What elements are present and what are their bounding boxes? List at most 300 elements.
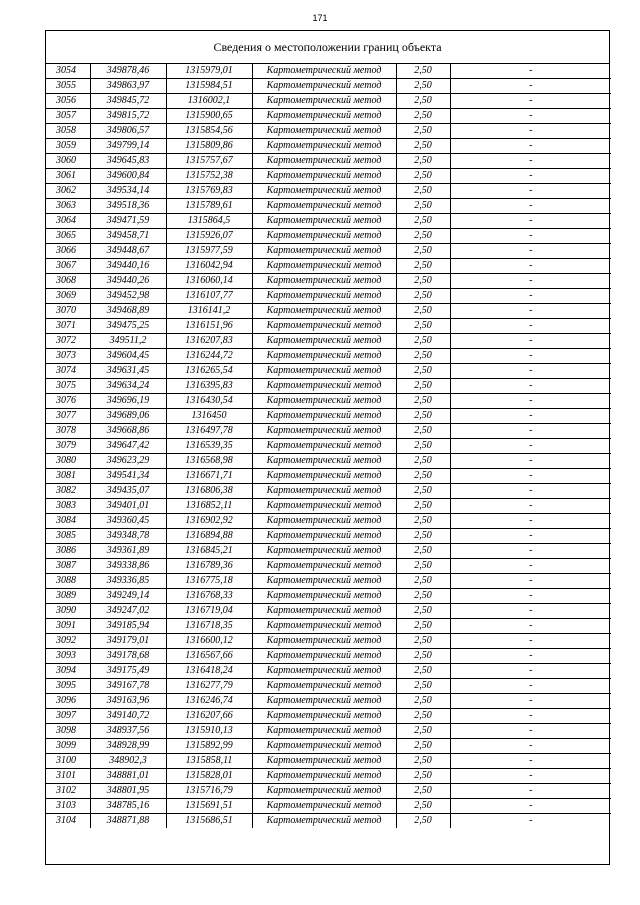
point-number-cell: 3068	[46, 274, 90, 289]
description-cell: -	[450, 559, 611, 574]
accuracy-cell: 2,50	[396, 94, 450, 109]
point-number-cell: 3077	[46, 409, 90, 424]
point-number-cell: 3094	[46, 664, 90, 679]
method-cell: Картометрический метод	[252, 514, 396, 529]
y-coordinate-cell: 1315984,51	[166, 79, 252, 94]
description-cell: -	[450, 769, 611, 784]
y-coordinate-cell: 1315752,38	[166, 169, 252, 184]
accuracy-cell: 2,50	[396, 124, 450, 139]
method-cell: Картометрический метод	[252, 409, 396, 424]
table-row	[46, 679, 611, 694]
y-coordinate-cell: 1316719,04	[166, 604, 252, 619]
table-row	[46, 754, 611, 769]
x-coordinate-cell: 348881,01	[90, 769, 166, 784]
description-cell: -	[450, 604, 611, 619]
point-number-cell: 3088	[46, 574, 90, 589]
method-cell: Картометрический метод	[252, 484, 396, 499]
table-row	[46, 799, 611, 814]
table-row	[46, 259, 611, 274]
table-row	[46, 559, 611, 574]
point-number-cell: 3090	[46, 604, 90, 619]
method-cell: Картометрический метод	[252, 124, 396, 139]
accuracy-cell: 2,50	[396, 64, 450, 79]
table-row	[46, 619, 611, 634]
x-coordinate-cell: 349167,78	[90, 679, 166, 694]
x-coordinate-cell: 349401,01	[90, 499, 166, 514]
point-number-cell: 3089	[46, 589, 90, 604]
x-coordinate-cell: 349440,16	[90, 259, 166, 274]
y-coordinate-cell: 1316671,71	[166, 469, 252, 484]
table-row	[46, 349, 611, 364]
x-coordinate-cell: 349179,01	[90, 634, 166, 649]
x-coordinate-cell: 349799,14	[90, 139, 166, 154]
x-coordinate-cell: 349471,59	[90, 214, 166, 229]
table-row	[46, 544, 611, 559]
method-cell: Картометрический метод	[252, 589, 396, 604]
description-cell: -	[450, 679, 611, 694]
y-coordinate-cell: 1315858,11	[166, 754, 252, 769]
y-coordinate-cell: 1316277,79	[166, 679, 252, 694]
accuracy-cell: 2,50	[396, 784, 450, 799]
description-cell: -	[450, 334, 611, 349]
description-cell: -	[450, 514, 611, 529]
accuracy-cell: 2,50	[396, 154, 450, 169]
method-cell: Картометрический метод	[252, 64, 396, 79]
x-coordinate-cell: 349645,83	[90, 154, 166, 169]
table-row	[46, 124, 611, 139]
point-number-cell: 3064	[46, 214, 90, 229]
accuracy-cell: 2,50	[396, 514, 450, 529]
y-coordinate-cell: 1316567,66	[166, 649, 252, 664]
method-cell: Картометрический метод	[252, 259, 396, 274]
method-cell: Картометрический метод	[252, 469, 396, 484]
table-row	[46, 604, 611, 619]
description-cell: -	[450, 634, 611, 649]
description-cell: -	[450, 79, 611, 94]
x-coordinate-cell: 349348,78	[90, 529, 166, 544]
page-number: 171	[312, 13, 328, 23]
table-row	[46, 154, 611, 169]
x-coordinate-cell: 349623,29	[90, 454, 166, 469]
method-cell: Картометрический метод	[252, 619, 396, 634]
x-coordinate-cell: 348871,88	[90, 814, 166, 829]
y-coordinate-cell: 1316107,77	[166, 289, 252, 304]
table-row	[46, 724, 611, 739]
accuracy-cell: 2,50	[396, 634, 450, 649]
accuracy-cell: 2,50	[396, 574, 450, 589]
description-cell: -	[450, 664, 611, 679]
table-row	[46, 169, 611, 184]
point-number-cell: 3102	[46, 784, 90, 799]
point-number-cell: 3055	[46, 79, 90, 94]
method-cell: Картометрический метод	[252, 784, 396, 799]
x-coordinate-cell: 349647,42	[90, 439, 166, 454]
method-cell: Картометрический метод	[252, 169, 396, 184]
accuracy-cell: 2,50	[396, 469, 450, 484]
description-cell: -	[450, 589, 611, 604]
point-number-cell: 3069	[46, 289, 90, 304]
x-coordinate-cell: 349163,96	[90, 694, 166, 709]
x-coordinate-cell: 349689,06	[90, 409, 166, 424]
table-row	[46, 814, 611, 829]
description-cell: -	[450, 574, 611, 589]
description-cell: -	[450, 319, 611, 334]
method-cell: Картометрический метод	[252, 754, 396, 769]
x-coordinate-cell: 349518,36	[90, 199, 166, 214]
x-coordinate-cell: 349360,45	[90, 514, 166, 529]
x-coordinate-cell: 349435,07	[90, 484, 166, 499]
table-row	[46, 574, 611, 589]
point-number-cell: 3056	[46, 94, 90, 109]
table-row	[46, 454, 611, 469]
method-cell: Картометрический метод	[252, 94, 396, 109]
description-cell: -	[450, 199, 611, 214]
method-cell: Картометрический метод	[252, 694, 396, 709]
table-row	[46, 274, 611, 289]
point-number-cell: 3072	[46, 334, 90, 349]
description-cell: -	[450, 724, 611, 739]
description-cell: -	[450, 529, 611, 544]
x-coordinate-cell: 349247,02	[90, 604, 166, 619]
point-number-cell: 3058	[46, 124, 90, 139]
table-row	[46, 709, 611, 724]
y-coordinate-cell: 1316894,88	[166, 529, 252, 544]
accuracy-cell: 2,50	[396, 664, 450, 679]
method-cell: Картометрический метод	[252, 709, 396, 724]
coordinates-sheet	[45, 30, 610, 865]
method-cell: Картометрический метод	[252, 814, 396, 829]
y-coordinate-cell: 1315854,56	[166, 124, 252, 139]
point-number-cell: 3076	[46, 394, 90, 409]
y-coordinate-cell: 1316845,21	[166, 544, 252, 559]
method-cell: Картометрический метод	[252, 109, 396, 124]
x-coordinate-cell: 349440,26	[90, 274, 166, 289]
method-cell: Картометрический метод	[252, 559, 396, 574]
x-coordinate-cell: 349806,57	[90, 124, 166, 139]
point-number-cell: 3074	[46, 364, 90, 379]
table-row	[46, 214, 611, 229]
accuracy-cell: 2,50	[396, 799, 450, 814]
description-cell: -	[450, 379, 611, 394]
point-number-cell: 3096	[46, 694, 90, 709]
x-coordinate-cell: 349185,94	[90, 619, 166, 634]
method-cell: Картометрический метод	[252, 634, 396, 649]
point-number-cell: 3103	[46, 799, 90, 814]
point-number-cell: 3080	[46, 454, 90, 469]
description-cell: -	[450, 184, 611, 199]
y-coordinate-cell: 1316418,24	[166, 664, 252, 679]
method-cell: Картометрический метод	[252, 679, 396, 694]
y-coordinate-cell: 1315769,83	[166, 184, 252, 199]
accuracy-cell: 2,50	[396, 379, 450, 394]
table-row	[46, 784, 611, 799]
accuracy-cell: 2,50	[396, 349, 450, 364]
point-number-cell: 3061	[46, 169, 90, 184]
y-coordinate-cell: 1315892,99	[166, 739, 252, 754]
description-cell: -	[450, 439, 611, 454]
x-coordinate-cell: 349178,68	[90, 649, 166, 664]
table-row	[46, 424, 611, 439]
table-row	[46, 664, 611, 679]
table-body	[46, 64, 611, 828]
x-coordinate-cell: 349534,14	[90, 184, 166, 199]
description-cell: -	[450, 454, 611, 469]
table-row	[46, 79, 611, 94]
table-row	[46, 139, 611, 154]
accuracy-cell: 2,50	[396, 739, 450, 754]
point-number-cell: 3086	[46, 544, 90, 559]
table-row	[46, 739, 611, 754]
description-cell: -	[450, 484, 611, 499]
description-cell: -	[450, 274, 611, 289]
y-coordinate-cell: 1315789,61	[166, 199, 252, 214]
method-cell: Картометрический метод	[252, 364, 396, 379]
method-cell: Картометрический метод	[252, 454, 396, 469]
description-cell: -	[450, 424, 611, 439]
x-coordinate-cell: 349634,24	[90, 379, 166, 394]
y-coordinate-cell: 1315900,65	[166, 109, 252, 124]
point-number-cell: 3071	[46, 319, 90, 334]
method-cell: Картометрический метод	[252, 334, 396, 349]
table-row	[46, 439, 611, 454]
accuracy-cell: 2,50	[396, 649, 450, 664]
description-cell: -	[450, 244, 611, 259]
y-coordinate-cell: 1316141,2	[166, 304, 252, 319]
method-cell: Картометрический метод	[252, 289, 396, 304]
y-coordinate-cell: 1315926,07	[166, 229, 252, 244]
description-cell: -	[450, 409, 611, 424]
table-row	[46, 514, 611, 529]
accuracy-cell: 2,50	[396, 274, 450, 289]
description-cell: -	[450, 694, 611, 709]
y-coordinate-cell: 1316002,1	[166, 94, 252, 109]
x-coordinate-cell: 348937,56	[90, 724, 166, 739]
method-cell: Картометрический метод	[252, 349, 396, 364]
y-coordinate-cell: 1316852,11	[166, 499, 252, 514]
accuracy-cell: 2,50	[396, 529, 450, 544]
description-cell: -	[450, 289, 611, 304]
table-row	[46, 109, 611, 124]
y-coordinate-cell: 1316207,66	[166, 709, 252, 724]
y-coordinate-cell: 1315716,79	[166, 784, 252, 799]
table-row	[46, 319, 611, 334]
accuracy-cell: 2,50	[396, 304, 450, 319]
description-cell: -	[450, 124, 611, 139]
x-coordinate-cell: 349475,25	[90, 319, 166, 334]
y-coordinate-cell: 1316497,78	[166, 424, 252, 439]
y-coordinate-cell: 1316775,18	[166, 574, 252, 589]
description-cell: -	[450, 619, 611, 634]
table-row	[46, 529, 611, 544]
x-coordinate-cell: 349468,89	[90, 304, 166, 319]
x-coordinate-cell: 349815,72	[90, 109, 166, 124]
point-number-cell: 3067	[46, 259, 90, 274]
accuracy-cell: 2,50	[396, 259, 450, 274]
description-cell: -	[450, 469, 611, 484]
table-row	[46, 499, 611, 514]
method-cell: Картометрический метод	[252, 769, 396, 784]
method-cell: Картометрический метод	[252, 799, 396, 814]
point-number-cell: 3059	[46, 139, 90, 154]
method-cell: Картометрический метод	[252, 574, 396, 589]
description-cell: -	[450, 349, 611, 364]
table-row	[46, 394, 611, 409]
y-coordinate-cell: 1316060,14	[166, 274, 252, 289]
description-cell: -	[450, 169, 611, 184]
table-row	[46, 334, 611, 349]
table-row	[46, 634, 611, 649]
point-number-cell: 3062	[46, 184, 90, 199]
point-number-cell: 3100	[46, 754, 90, 769]
method-cell: Картометрический метод	[252, 604, 396, 619]
accuracy-cell: 2,50	[396, 199, 450, 214]
description-cell: -	[450, 784, 611, 799]
x-coordinate-cell: 349845,72	[90, 94, 166, 109]
description-cell: -	[450, 214, 611, 229]
point-number-cell: 3092	[46, 634, 90, 649]
y-coordinate-cell: 1316042,94	[166, 259, 252, 274]
accuracy-cell: 2,50	[396, 214, 450, 229]
method-cell: Картометрический метод	[252, 499, 396, 514]
table-row	[46, 64, 611, 79]
x-coordinate-cell: 349600,84	[90, 169, 166, 184]
y-coordinate-cell: 1316151,96	[166, 319, 252, 334]
accuracy-cell: 2,50	[396, 289, 450, 304]
table-row	[46, 469, 611, 484]
table-heading: Сведения о местоположении границ объекта	[46, 31, 609, 64]
accuracy-cell: 2,50	[396, 589, 450, 604]
method-cell: Картометрический метод	[252, 739, 396, 754]
accuracy-cell: 2,50	[396, 769, 450, 784]
description-cell: -	[450, 259, 611, 274]
table-row	[46, 94, 611, 109]
method-cell: Картометрический метод	[252, 664, 396, 679]
x-coordinate-cell: 349541,34	[90, 469, 166, 484]
table-row	[46, 304, 611, 319]
accuracy-cell: 2,50	[396, 439, 450, 454]
y-coordinate-cell: 1316244,72	[166, 349, 252, 364]
point-number-cell: 3093	[46, 649, 90, 664]
accuracy-cell: 2,50	[396, 319, 450, 334]
accuracy-cell: 2,50	[396, 454, 450, 469]
accuracy-cell: 2,50	[396, 184, 450, 199]
method-cell: Картометрический метод	[252, 544, 396, 559]
point-number-cell: 3104	[46, 814, 90, 829]
x-coordinate-cell: 349878,46	[90, 64, 166, 79]
point-number-cell: 3060	[46, 154, 90, 169]
y-coordinate-cell: 1315691,51	[166, 799, 252, 814]
table-row	[46, 589, 611, 604]
point-number-cell: 3084	[46, 514, 90, 529]
description-cell: -	[450, 154, 611, 169]
y-coordinate-cell: 1316539,35	[166, 439, 252, 454]
method-cell: Картометрический метод	[252, 529, 396, 544]
y-coordinate-cell: 1315864,5	[166, 214, 252, 229]
accuracy-cell: 2,50	[396, 559, 450, 574]
table-row	[46, 199, 611, 214]
x-coordinate-cell: 348801,95	[90, 784, 166, 799]
point-number-cell: 3066	[46, 244, 90, 259]
x-coordinate-cell: 348928,99	[90, 739, 166, 754]
point-number-cell: 3075	[46, 379, 90, 394]
method-cell: Картометрический метод	[252, 394, 396, 409]
description-cell: -	[450, 229, 611, 244]
table-row	[46, 409, 611, 424]
description-cell: -	[450, 799, 611, 814]
x-coordinate-cell: 349361,89	[90, 544, 166, 559]
x-coordinate-cell: 349668,86	[90, 424, 166, 439]
x-coordinate-cell: 349863,97	[90, 79, 166, 94]
accuracy-cell: 2,50	[396, 484, 450, 499]
accuracy-cell: 2,50	[396, 364, 450, 379]
accuracy-cell: 2,50	[396, 229, 450, 244]
y-coordinate-cell: 1316718,35	[166, 619, 252, 634]
table-row	[46, 484, 611, 499]
accuracy-cell: 2,50	[396, 244, 450, 259]
description-cell: -	[450, 304, 611, 319]
table-row	[46, 379, 611, 394]
description-cell: -	[450, 394, 611, 409]
description-cell: -	[450, 709, 611, 724]
accuracy-cell: 2,50	[396, 409, 450, 424]
method-cell: Картометрический метод	[252, 424, 396, 439]
table-row	[46, 769, 611, 784]
y-coordinate-cell: 1315910,13	[166, 724, 252, 739]
y-coordinate-cell: 1316395,83	[166, 379, 252, 394]
accuracy-cell: 2,50	[396, 724, 450, 739]
accuracy-cell: 2,50	[396, 679, 450, 694]
table-row	[46, 649, 611, 664]
method-cell: Картометрический метод	[252, 214, 396, 229]
accuracy-cell: 2,50	[396, 79, 450, 94]
y-coordinate-cell: 1316902,92	[166, 514, 252, 529]
point-number-cell: 3082	[46, 484, 90, 499]
y-coordinate-cell: 1315757,67	[166, 154, 252, 169]
accuracy-cell: 2,50	[396, 109, 450, 124]
point-number-cell: 3091	[46, 619, 90, 634]
method-cell: Картометрический метод	[252, 199, 396, 214]
y-coordinate-cell: 1316568,98	[166, 454, 252, 469]
x-coordinate-cell: 349249,14	[90, 589, 166, 604]
method-cell: Картометрический метод	[252, 184, 396, 199]
y-coordinate-cell: 1315809,86	[166, 139, 252, 154]
description-cell: -	[450, 64, 611, 79]
table-row	[46, 229, 611, 244]
y-coordinate-cell: 1316450	[166, 409, 252, 424]
description-cell: -	[450, 364, 611, 379]
coordinates-table	[46, 64, 611, 828]
description-cell: -	[450, 754, 611, 769]
description-cell: -	[450, 94, 611, 109]
x-coordinate-cell: 349338,86	[90, 559, 166, 574]
method-cell: Картометрический метод	[252, 139, 396, 154]
accuracy-cell: 2,50	[396, 694, 450, 709]
point-number-cell: 3054	[46, 64, 90, 79]
accuracy-cell: 2,50	[396, 394, 450, 409]
method-cell: Картометрический метод	[252, 229, 396, 244]
y-coordinate-cell: 1316265,54	[166, 364, 252, 379]
method-cell: Картометрический метод	[252, 649, 396, 664]
description-cell: -	[450, 649, 611, 664]
point-number-cell: 3065	[46, 229, 90, 244]
point-number-cell: 3063	[46, 199, 90, 214]
description-cell: -	[450, 544, 611, 559]
x-coordinate-cell: 349448,67	[90, 244, 166, 259]
description-cell: -	[450, 739, 611, 754]
table-row	[46, 244, 611, 259]
x-coordinate-cell: 349336,85	[90, 574, 166, 589]
x-coordinate-cell: 348785,16	[90, 799, 166, 814]
